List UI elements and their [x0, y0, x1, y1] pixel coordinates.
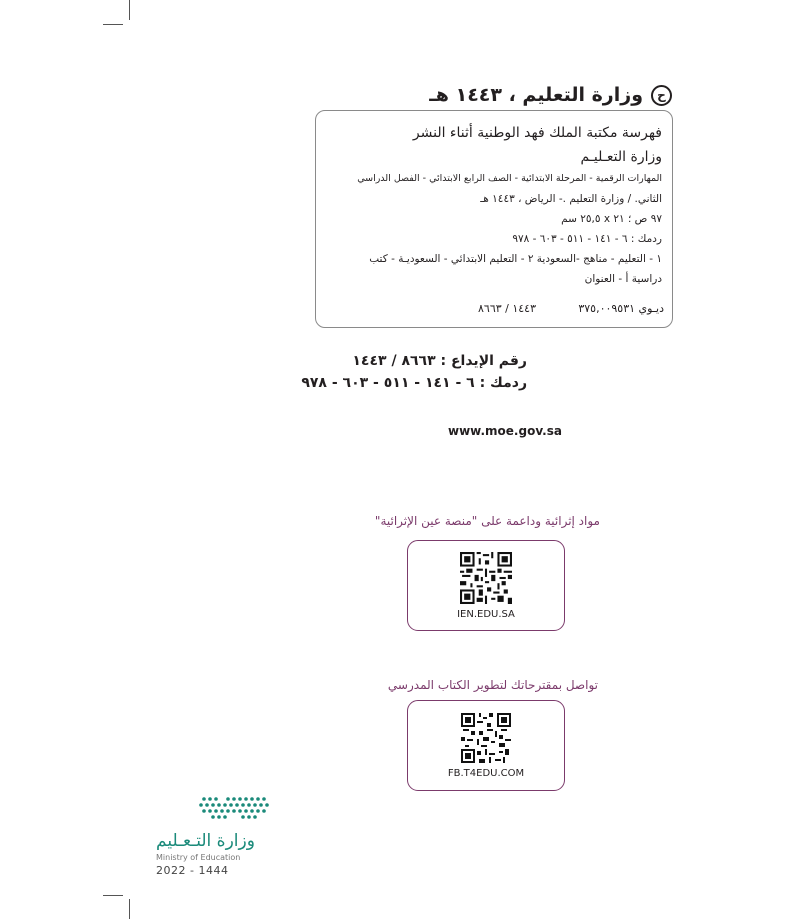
copyright-text: وزارة التعليم ، ١٤٤٣ هـ: [429, 84, 643, 106]
qr-code-icon: [460, 552, 512, 604]
deposit-isbn: ردمك : ٦ - ١٤١ - ٥١١ - ٦٠٣ - ٩٧٨: [301, 375, 527, 391]
qr1-card[interactable]: [407, 540, 565, 631]
website-link[interactable]: www.moe.gov.sa: [448, 424, 562, 438]
ministry-emblem-icon: [156, 795, 288, 821]
qr1-heading: مواد إثرائية وداعمة على "منصة عين الإثرائية": [374, 514, 600, 528]
cataloging-card: [315, 110, 673, 328]
catalog-publisher-line: الثاني. / وزارة التعليم .- الرياض ، ١٤٤٣ هـ: [480, 193, 662, 205]
qr1-caption: IEN.EDU.SA: [457, 608, 515, 620]
deposit-info: [301, 350, 527, 394]
catalog-author: وزارة التعـليـم: [580, 149, 662, 165]
deposit-number: رقم الإيداع : ٨٦٦٣ / ١٤٤٣: [352, 353, 527, 369]
qr2-heading: تواصل بمقترحاتك لتطوير الكتاب المدرسي: [387, 678, 598, 692]
qr-code-icon: [461, 713, 511, 763]
ministry-name-english: Ministry of Education: [156, 853, 241, 862]
ministry-name-arabic: وزارة التـعـليم: [156, 831, 255, 851]
catalog-subject-line: المهارات الرقمية - المرحلة الابتدائية - الصف الرابع الابتدائي - الفصل الدراسي: [357, 173, 662, 184]
crop-mark-top-left: [103, 24, 123, 25]
ministry-logo: [156, 795, 288, 877]
crop-mark-top: [129, 0, 130, 20]
catalog-dewey: ديـوي ٣٧٥,٠٠٩٥٣١: [578, 302, 664, 315]
copyright-symbol-icon: ح: [651, 85, 672, 106]
catalog-isbn: ردمك : ٦ - ١٤١ - ٥١١ - ٦٠٣ - ٩٧٨: [512, 233, 662, 245]
ministry-year: 2022 - 1444: [156, 864, 229, 877]
catalog-dimensions: ٩٧ ص ؛ ٢١ x ٢٥,٥ سم: [561, 213, 662, 225]
catalog-keywords-cont: دراسية أ - العنوان: [584, 273, 662, 285]
copyright-line: [429, 84, 672, 106]
catalog-keywords: ١ - التعليم - مناهج -السعودية ٢ - التعليم الابتدائي - السعوديـة - كتب: [369, 253, 662, 265]
catalog-dewey-row: [308, 302, 664, 315]
crop-mark-bottom: [129, 899, 130, 919]
qr2-caption: FB.T4EDU.COM: [447, 767, 525, 779]
crop-mark-bottom-left: [103, 895, 123, 896]
catalog-deposit-ref: ١٤٤٣ / ٨٦٦٣: [478, 302, 536, 315]
qr2-card[interactable]: [407, 700, 565, 791]
catalog-title: فهرسة مكتبة الملك فهد الوطنية أثناء النشر: [412, 125, 662, 141]
